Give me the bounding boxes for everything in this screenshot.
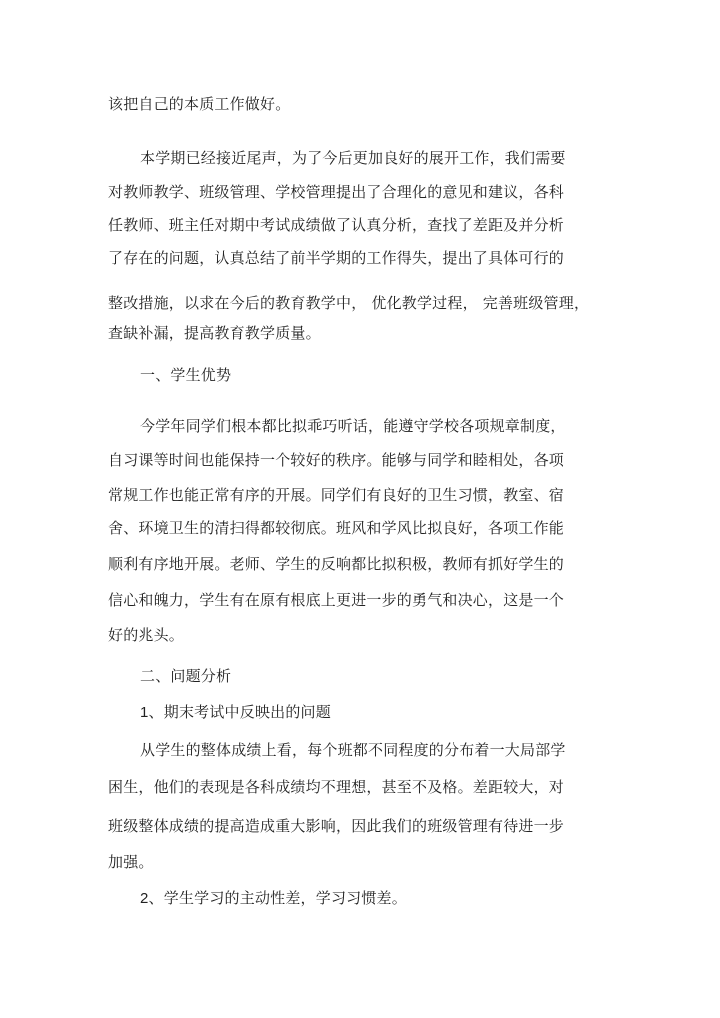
text-line: 班级整体成绩的提高造成重大影响，因此我们的班级管理有待进一步	[108, 817, 565, 835]
text-line: 查缺补漏，提高教育教学质量。	[108, 324, 321, 342]
text-line: 信心和魄力，学生有在原有根底上更进一步的勇气和决心，这是一个	[108, 591, 565, 609]
text-line: 加强。	[108, 853, 154, 871]
paragraph-first-line: 今学年同学们根本都比拟乖巧听话，能遵守学校各项规章制度，	[140, 417, 566, 435]
text-line: 舍、环境卫生的清扫得都较彻底。班风和学风比拟良好，各项工作能	[108, 519, 565, 537]
text-line: 该把自己的本质工作做好。	[108, 95, 291, 113]
text-line: 好的兆头。	[108, 626, 185, 644]
text-line: 任教师、班主任对期中考试成绩做了认真分析，查找了差距及并分析	[108, 216, 565, 234]
text-line: 常规工作也能正常有序的开展。同学们有良好的卫生习惯，教室、宿	[108, 486, 565, 504]
text-line: 自习课等时间也能保持一个较好的秩序。能够与同学和睦相处，各项	[108, 451, 565, 469]
text-line: 整改措施，以求在今后的教育教学中， 优化教学过程， 完善班级管理，	[108, 294, 590, 312]
subsection-heading: 1、期末考试中反映出的问题	[140, 704, 331, 721]
subsection-heading: 2、学生学习的主动性差，学习习惯差。	[140, 890, 407, 907]
text-line: 了存在的问题，认真总结了前半学期的工作得失，提出了具体可行的	[108, 249, 565, 267]
text-line: 对教师教学、班级管理、学校管理提出了合理化的意见和建议，各科	[108, 183, 565, 201]
paragraph-first-line: 从学生的整体成绩上看，每个班都不同程度的分布着一大局部学	[140, 741, 566, 759]
text-line: 困生，他们的表现是各科成绩均不理想，甚至不及格。差距较大，对	[108, 778, 565, 796]
section-heading: 一、学生优势	[140, 366, 232, 384]
paragraph-first-line: 本学期已经接近尾声，为了今后更加良好的展开工作，我们需要	[140, 149, 566, 167]
section-heading: 二、问题分析	[140, 667, 232, 685]
text-line: 顺利有序地开展。老师、学生的反响都比拟积极，教师有抓好学生的	[108, 555, 565, 573]
